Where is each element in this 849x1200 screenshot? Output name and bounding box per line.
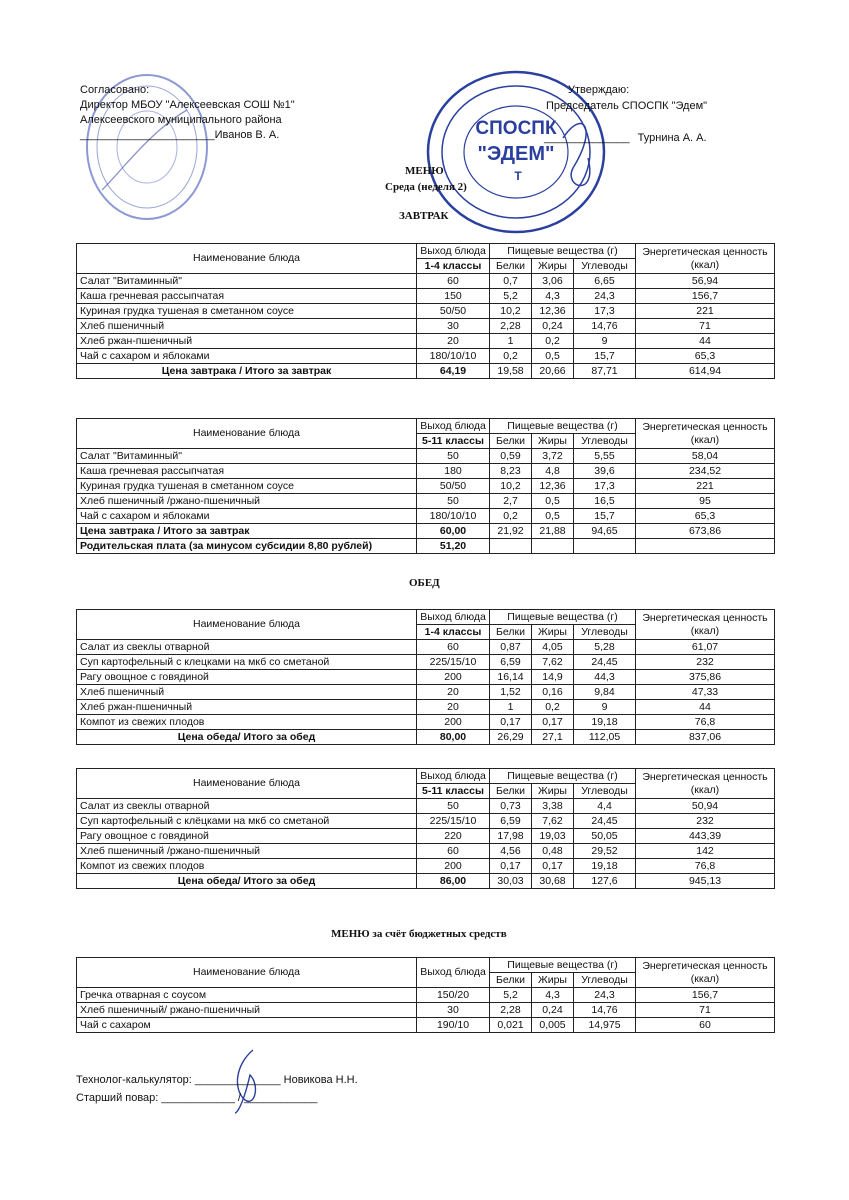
total-value: 64,19	[417, 364, 490, 379]
total-value: 26,29	[490, 730, 532, 745]
chairman-name: Турнина А. А.	[637, 132, 707, 144]
cell-value: 71	[636, 319, 775, 334]
dish-name: Суп картофельный с клецками на мкб со сметаной	[77, 655, 417, 670]
chairman-signature-line	[544, 131, 707, 146]
cell-value: 8,23	[490, 464, 532, 479]
col-nutrients-header: Пищевые вещества (г)	[490, 769, 636, 784]
col-carbs-header: Углеводы	[574, 625, 636, 640]
cell-value: 14,975	[574, 1018, 636, 1033]
col-protein-header: Белки	[490, 973, 532, 988]
cell-value: 0,73	[490, 799, 532, 814]
cell-value: 7,62	[532, 655, 574, 670]
col-nutrients-header: Пищевые вещества (г)	[490, 419, 636, 434]
dish-name: Компот из свежих плодов	[77, 859, 417, 874]
dish-name: Суп картофельный с клёцками на мкб со сметаной	[77, 814, 417, 829]
cell-value: 1,52	[490, 685, 532, 700]
table-row	[77, 289, 775, 304]
total-value: 30,03	[490, 874, 532, 889]
technologist-blank: ______________	[194, 1074, 281, 1086]
table-row	[77, 829, 775, 844]
cell-value: 24,45	[574, 814, 636, 829]
total-value: 127,6	[574, 874, 636, 889]
cell-value: 156,7	[636, 289, 775, 304]
cell-value: 5,55	[574, 449, 636, 464]
district-title: Алексеевского муниципального района	[80, 114, 282, 126]
table-row	[77, 1018, 775, 1033]
cell-value: 4,05	[532, 640, 574, 655]
cell-value: 0,17	[490, 715, 532, 730]
grade-label: 1-4 классы	[417, 259, 490, 274]
technologist-line	[76, 1073, 358, 1088]
table-row	[77, 799, 775, 814]
cell-value: 443,39	[636, 829, 775, 844]
cell-value: 180/10/10	[417, 349, 490, 364]
stamp-line1: СПОСПК	[475, 118, 557, 139]
total-value: 94,65	[574, 524, 636, 539]
cell-value: 4,8	[532, 464, 574, 479]
total-row	[77, 730, 775, 745]
cell-value: 58,04	[636, 449, 775, 464]
cell-value: 225/15/10	[417, 814, 490, 829]
total-value: 945,13	[636, 874, 775, 889]
cell-value: 190/10	[417, 1018, 490, 1033]
cell-value: 6,59	[490, 655, 532, 670]
cell-value: 44,3	[574, 670, 636, 685]
dish-name: Рагу овощное с говядиной	[77, 829, 417, 844]
cell-value: 180/10/10	[417, 509, 490, 524]
table-row	[77, 334, 775, 349]
dish-name: Салат из свеклы отварной	[77, 640, 417, 655]
cell-value: 0,5	[532, 349, 574, 364]
senior-cook-label: Старший повар:	[76, 1092, 162, 1104]
col-name-header: Наименование блюда	[77, 958, 417, 988]
col-energy-header: Энергетическая ценность (ккал)	[636, 419, 775, 449]
total-label: Цена завтрака / Итого за завтрак	[77, 524, 417, 539]
cell-value: 221	[636, 479, 775, 494]
dish-name: Хлеб пшеничный/ ржано-пшеничный	[77, 1003, 417, 1018]
cell-value: 20	[417, 685, 490, 700]
total-value: 60,00	[417, 524, 490, 539]
cell-value: 30	[417, 319, 490, 334]
cell-value: 30	[417, 1003, 490, 1018]
cell-value: 14,76	[574, 319, 636, 334]
approval-label: Согласовано:	[80, 84, 150, 96]
cell-value: 0,24	[532, 1003, 574, 1018]
col-yield-header: Выход блюда	[417, 958, 490, 988]
cell-value: 15,7	[574, 509, 636, 524]
col-energy-header: Энергетическая ценность (ккал)	[636, 244, 775, 274]
cell-value: 3,72	[532, 449, 574, 464]
table-row	[77, 814, 775, 829]
cell-value: 24,45	[574, 655, 636, 670]
cell-value: 0,48	[532, 844, 574, 859]
cell-value: 24,3	[574, 289, 636, 304]
cell-value: 17,3	[574, 304, 636, 319]
dish-name: Чай с сахаром и яблоками	[77, 509, 417, 524]
cell-value: 0,2	[532, 334, 574, 349]
col-protein-header: Белки	[490, 434, 532, 449]
col-carbs-header: Углеводы	[574, 973, 636, 988]
col-yield-header: Выход блюда	[417, 769, 490, 784]
total-label: Цена завтрака / Итого за завтрак	[77, 364, 417, 379]
cell-value: 0,5	[532, 494, 574, 509]
total-value: 20,66	[532, 364, 574, 379]
grade-label: 5-11 классы	[417, 434, 490, 449]
table-row	[77, 685, 775, 700]
cell-value: 60	[417, 274, 490, 289]
approval-block	[80, 83, 295, 143]
cell-value: 220	[417, 829, 490, 844]
cell-value: 180	[417, 464, 490, 479]
col-protein-header: Белки	[490, 784, 532, 799]
table-row	[77, 655, 775, 670]
cell-value: 0,2	[490, 349, 532, 364]
col-name-header: Наименование блюда	[77, 244, 417, 274]
confirm-label: Утверждаю:	[568, 84, 630, 96]
total-value: 86,00	[417, 874, 490, 889]
table-row	[77, 464, 775, 479]
dish-name: Салат "Витаминный"	[77, 449, 417, 464]
senior-cook-line	[76, 1091, 317, 1106]
cell-value: 60	[636, 1018, 775, 1033]
col-protein-header: Белки	[490, 625, 532, 640]
cell-value: 60	[417, 640, 490, 655]
rows	[77, 799, 775, 874]
cell-value: 65,3	[636, 509, 775, 524]
col-carbs-header: Углеводы	[574, 434, 636, 449]
cell-value: 225/15/10	[417, 655, 490, 670]
cell-value: 4,4	[574, 799, 636, 814]
table-row	[77, 700, 775, 715]
cell-value: 0,17	[490, 859, 532, 874]
senior-cook-blank: ____________ / ____________	[161, 1092, 318, 1104]
cell-value: 20	[417, 334, 490, 349]
cell-value: 12,36	[532, 479, 574, 494]
cell-value: 12,36	[532, 304, 574, 319]
cell-value: 3,06	[532, 274, 574, 289]
cell-value: 24,3	[574, 988, 636, 1003]
cell-value: 4,56	[490, 844, 532, 859]
total-label: Родительская плата (за минусом субсидии 8,80 рублей)	[77, 539, 417, 554]
breakfast-1-4-table	[76, 243, 775, 379]
lunch-heading: ОБЕД	[409, 577, 440, 589]
total-value: 80,00	[417, 730, 490, 745]
cell-value: 76,8	[636, 859, 775, 874]
total-value	[574, 539, 636, 554]
cell-value: 1	[490, 700, 532, 715]
total-value: 673,86	[636, 524, 775, 539]
cell-value: 232	[636, 814, 775, 829]
cell-value: 5,2	[490, 988, 532, 1003]
cell-value: 19,18	[574, 859, 636, 874]
cell-value: 0,24	[532, 319, 574, 334]
rows	[77, 274, 775, 364]
cell-value: 3,38	[532, 799, 574, 814]
dish-name: Хлеб ржан-пшеничный	[77, 334, 417, 349]
budget-table	[76, 957, 775, 1033]
menu-title: МЕНЮ	[405, 165, 444, 177]
col-energy-header: Энергетическая ценность (ккал)	[636, 958, 775, 988]
rows	[77, 640, 775, 730]
cell-value: 14,76	[574, 1003, 636, 1018]
total-row	[77, 874, 775, 889]
grade-label: 1-4 классы	[417, 625, 490, 640]
cell-value: 71	[636, 1003, 775, 1018]
dish-name: Рагу овощное с говядиной	[77, 670, 417, 685]
cell-value: 50/50	[417, 479, 490, 494]
total-value: 21,92	[490, 524, 532, 539]
total-value	[490, 539, 532, 554]
table-row	[77, 1003, 775, 1018]
cell-value: 6,59	[490, 814, 532, 829]
cell-value: 0,59	[490, 449, 532, 464]
cell-value: 200	[417, 670, 490, 685]
cell-value: 61,07	[636, 640, 775, 655]
cell-value: 39,6	[574, 464, 636, 479]
dish-name: Хлеб пшеничный	[77, 685, 417, 700]
table-row	[77, 304, 775, 319]
cell-value: 232	[636, 655, 775, 670]
cell-value: 16,5	[574, 494, 636, 509]
cell-value: 2,28	[490, 1003, 532, 1018]
cell-value: 10,2	[490, 304, 532, 319]
col-name-header: Наименование блюда	[77, 610, 417, 640]
cell-value: 19,18	[574, 715, 636, 730]
col-name-header: Наименование блюда	[77, 769, 417, 799]
cell-value: 17,98	[490, 829, 532, 844]
cell-value: 0,005	[532, 1018, 574, 1033]
parent-fee-row	[77, 539, 775, 554]
cell-value: 14,9	[532, 670, 574, 685]
table-row	[77, 715, 775, 730]
table-row	[77, 988, 775, 1003]
dish-name: Хлеб ржан-пшеничный	[77, 700, 417, 715]
cell-value: 221	[636, 304, 775, 319]
cell-value: 17,3	[574, 479, 636, 494]
table-row	[77, 274, 775, 289]
total-row	[77, 364, 775, 379]
cell-value: 142	[636, 844, 775, 859]
total-label: Цена обеда/ Итого за обед	[77, 730, 417, 745]
col-energy-header: Энергетическая ценность (ккал)	[636, 610, 775, 640]
cell-value: 0,021	[490, 1018, 532, 1033]
cell-value: 5,2	[490, 289, 532, 304]
cell-value: 50/50	[417, 304, 490, 319]
cell-value: 150/20	[417, 988, 490, 1003]
dish-name: Компот из свежих плодов	[77, 715, 417, 730]
cell-value: 7,62	[532, 814, 574, 829]
cell-value: 15,7	[574, 349, 636, 364]
lunch-5-11-table	[76, 768, 775, 889]
signature-blank-right: ______________	[544, 132, 630, 144]
table-row	[77, 859, 775, 874]
cell-value: 5,28	[574, 640, 636, 655]
cell-value: 95	[636, 494, 775, 509]
cell-value: 9	[574, 700, 636, 715]
cell-value: 29,52	[574, 844, 636, 859]
table-row	[77, 349, 775, 364]
cell-value: 150	[417, 289, 490, 304]
dish-name: Хлеб пшеничный /ржано-пшеничный	[77, 494, 417, 509]
cell-value: 0,5	[532, 509, 574, 524]
cell-value: 6,65	[574, 274, 636, 289]
cell-value: 4,3	[532, 289, 574, 304]
grade-label: 5-11 классы	[417, 784, 490, 799]
col-yield-header: Выход блюда	[417, 419, 490, 434]
total-value: 51,20	[417, 539, 490, 554]
stamp-letter: Т	[514, 169, 522, 183]
total-value	[532, 539, 574, 554]
cell-value: 200	[417, 715, 490, 730]
total-label: Цена обеда/ Итого за обед	[77, 874, 417, 889]
cell-value: 1	[490, 334, 532, 349]
menu-day: Среда (неделя 2)	[385, 181, 467, 193]
dish-name: Куриная грудка тушеная в сметанном соусе	[77, 479, 417, 494]
cell-value: 2,28	[490, 319, 532, 334]
col-carbs-header: Углеводы	[574, 259, 636, 274]
cell-value: 76,8	[636, 715, 775, 730]
breakfast-5-11-table	[76, 418, 775, 554]
cell-value: 65,3	[636, 349, 775, 364]
total-value: 614,94	[636, 364, 775, 379]
cell-value: 4,3	[532, 988, 574, 1003]
cell-value: 0,7	[490, 274, 532, 289]
cell-value: 156,7	[636, 988, 775, 1003]
cell-value: 50,94	[636, 799, 775, 814]
cell-value: 0,2	[532, 700, 574, 715]
cell-value: 234,52	[636, 464, 775, 479]
dish-name: Куриная грудка тушеная в сметанном соусе	[77, 304, 417, 319]
cell-value: 9	[574, 334, 636, 349]
col-carbs-header: Углеводы	[574, 784, 636, 799]
cell-value: 50	[417, 494, 490, 509]
col-fat-header: Жиры	[532, 784, 574, 799]
cell-value: 20	[417, 700, 490, 715]
dish-name: Хлеб пшеничный	[77, 319, 417, 334]
rows	[77, 988, 775, 1033]
dish-name: Салат из свеклы отварной	[77, 799, 417, 814]
total-value: 30,68	[532, 874, 574, 889]
col-protein-header: Белки	[490, 259, 532, 274]
stamp-line2: "ЭДЕМ"	[477, 143, 555, 165]
table-row	[77, 494, 775, 509]
cell-value: 0,87	[490, 640, 532, 655]
col-yield-header: Выход блюда	[417, 244, 490, 259]
dish-name: Гречка отварная с соусом	[77, 988, 417, 1003]
col-nutrients-header: Пищевые вещества (г)	[490, 244, 636, 259]
col-energy-header: Энергетическая ценность (ккал)	[636, 769, 775, 799]
table-row	[77, 319, 775, 334]
cell-value: 10,2	[490, 479, 532, 494]
dish-name: Каша гречневая рассыпчатая	[77, 289, 417, 304]
cell-value: 0,2	[490, 509, 532, 524]
total-value: 87,71	[574, 364, 636, 379]
director-signature-line	[80, 128, 295, 143]
cell-value: 44	[636, 700, 775, 715]
chairman-title: Председатель СПОСПК "Эдем"	[546, 100, 708, 112]
table-row	[77, 449, 775, 464]
technologist-label: Технолог-калькулятор:	[76, 1074, 195, 1086]
total-value: 837,06	[636, 730, 775, 745]
total-value: 112,05	[574, 730, 636, 745]
cell-value: 60	[417, 844, 490, 859]
cell-value: 44	[636, 334, 775, 349]
lunch-1-4-table	[76, 609, 775, 745]
cell-value: 0,17	[532, 859, 574, 874]
dish-name: Салат "Витаминный"	[77, 274, 417, 289]
dish-name: Чай с сахаром и яблоками	[77, 349, 417, 364]
cell-value: 2,7	[490, 494, 532, 509]
col-fat-header: Жиры	[532, 434, 574, 449]
table-row	[77, 670, 775, 685]
cell-value: 56,94	[636, 274, 775, 289]
table-row	[77, 509, 775, 524]
cell-value: 19,03	[532, 829, 574, 844]
col-yield-header: Выход блюда	[417, 610, 490, 625]
cell-value: 200	[417, 859, 490, 874]
table-row	[77, 479, 775, 494]
cell-value: 47,33	[636, 685, 775, 700]
col-nutrients-header: Пищевые вещества (г)	[490, 610, 636, 625]
director-title: Директор МБОУ "Алексеевская СОШ №1"	[80, 99, 295, 111]
cell-value: 50,05	[574, 829, 636, 844]
col-fat-header: Жиры	[532, 259, 574, 274]
cell-value: 9,84	[574, 685, 636, 700]
breakfast-heading: ЗАВТРАК	[399, 210, 449, 222]
total-value: 19,58	[490, 364, 532, 379]
dish-name: Каша гречневая рассыпчатая	[77, 464, 417, 479]
total-row	[77, 524, 775, 539]
director-name: Иванов В. А.	[214, 129, 280, 141]
total-value: 27,1	[532, 730, 574, 745]
col-fat-header: Жиры	[532, 625, 574, 640]
cell-value: 50	[417, 449, 490, 464]
cell-value: 16,14	[490, 670, 532, 685]
cell-value: 50	[417, 799, 490, 814]
cell-value: 0,16	[532, 685, 574, 700]
col-name-header: Наименование блюда	[77, 419, 417, 449]
cell-value: 0,17	[532, 715, 574, 730]
signature-blank: ______________________	[80, 129, 215, 141]
col-fat-header: Жиры	[532, 973, 574, 988]
total-value	[636, 539, 775, 554]
budget-heading: МЕНЮ за счёт бюджетных средств	[331, 928, 507, 940]
table-row	[77, 640, 775, 655]
dish-name: Хлеб пшеничный /ржано-пшеничный	[77, 844, 417, 859]
table-row	[77, 844, 775, 859]
technologist-name: Новикова Н.Н.	[280, 1074, 358, 1086]
rows	[77, 449, 775, 524]
col-nutrients-header: Пищевые вещества (г)	[490, 958, 636, 973]
total-value: 21,88	[532, 524, 574, 539]
cell-value: 375,86	[636, 670, 775, 685]
dish-name: Чай с сахаром	[77, 1018, 417, 1033]
